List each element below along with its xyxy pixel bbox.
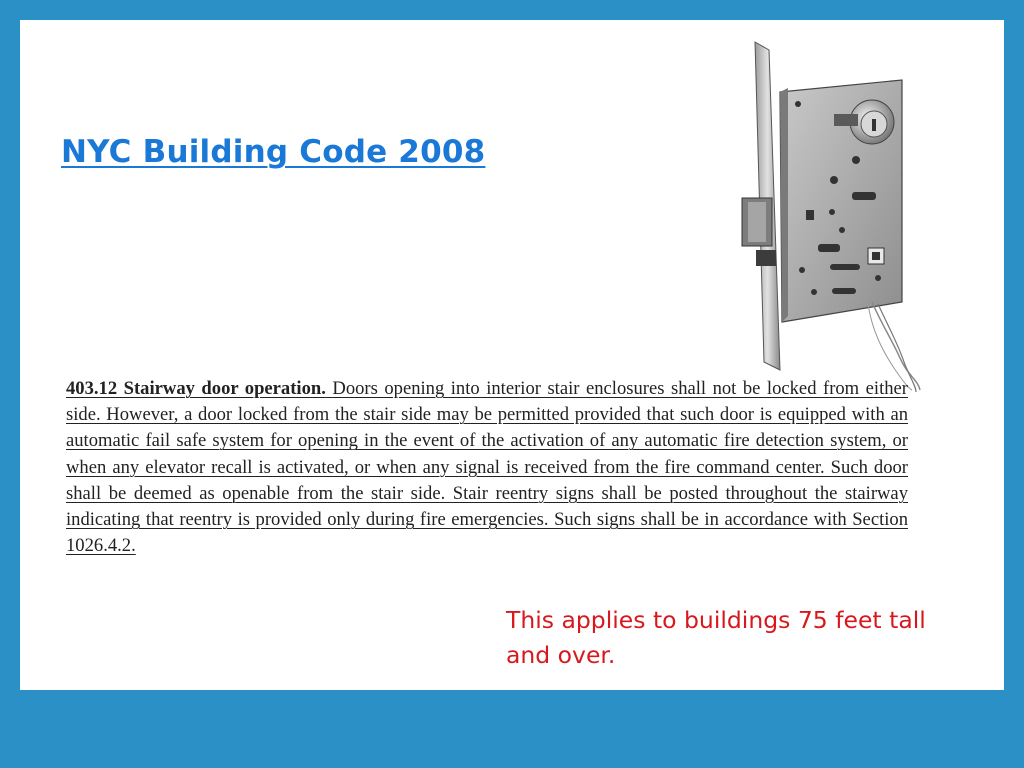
slide-canvas <box>20 20 1004 690</box>
slide-title-link[interactable]: NYC Building Code 2008 <box>61 134 486 170</box>
building-code-excerpt <box>66 376 908 559</box>
code-section-heading: 403.12 Stairway door operation. <box>66 378 326 399</box>
applicability-note: This applies to buildings 75 feet tall and over. <box>506 606 926 669</box>
code-section-body: Doors opening into interior stair enclosures shall not be locked from either side. However, a door locked from the stair side may be permitted provided that such door is equipped with an automatic fail safe system for opening in the event of the activation of any automatic fire detection system, or when any elevator recall is activated, or when any signal is received from the fire command center. Such door shall be deemed as openable from the stair side. Stair reentry signs shall be posted throughout the stairway indicating that reentry is provided only during fire emergencies. Such signs shall be in accordance with Section 1026.4.2. <box>66 378 908 557</box>
mortise-lock-image <box>722 40 922 392</box>
